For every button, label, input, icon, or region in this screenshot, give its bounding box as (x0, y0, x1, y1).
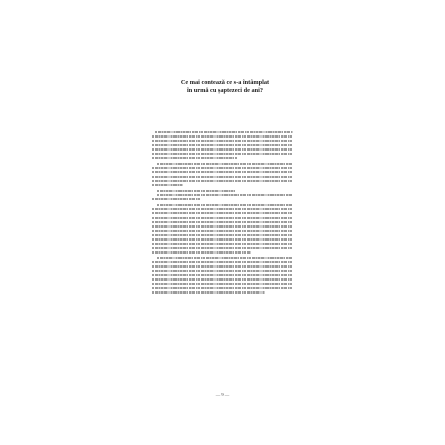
paragraph-5 (152, 256, 293, 295)
heading-line-1: Ce mai contează ce s-a întâmplat (180, 79, 270, 86)
body-text (152, 130, 293, 296)
heading-line-2: în urmă cu șaptezeci de ani? (186, 87, 264, 94)
paragraph-1 (152, 130, 293, 160)
page-number: — 9 — (215, 392, 230, 397)
paragraph-3 (152, 188, 293, 201)
chapter-heading (150, 79, 300, 95)
paragraph-4 (152, 203, 293, 255)
paragraph-2 (152, 161, 293, 187)
